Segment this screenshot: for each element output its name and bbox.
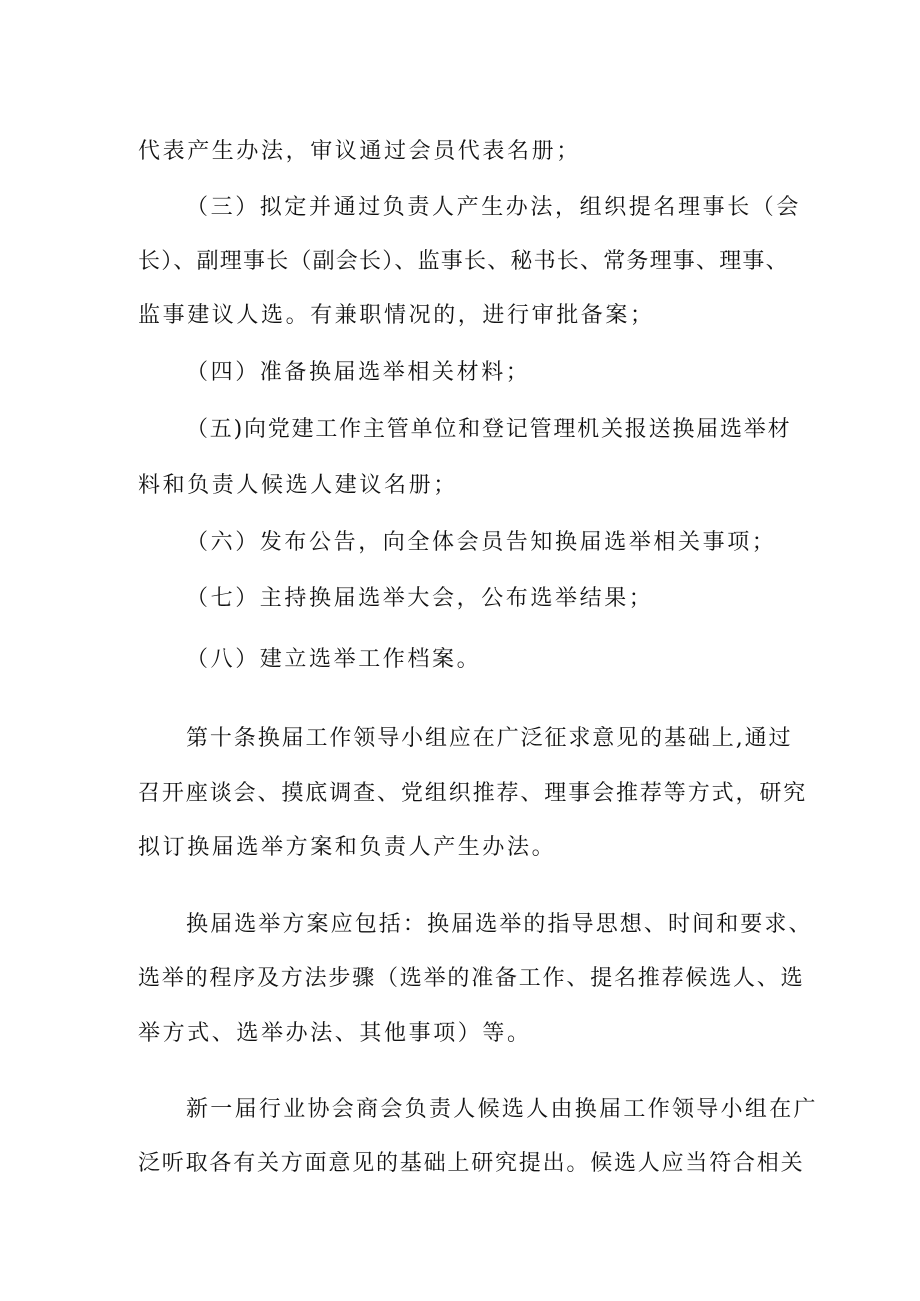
text-line: 选举的程序及方法步骤（选举的准备工作、提名推荐候选人、选 xyxy=(138,966,805,991)
text-line: （五)向党建工作主管单位和登记管理机关报送换届选举材 xyxy=(186,417,792,442)
text-line: 第十条换届工作领导小组应在广泛征求意见的基础上,通过 xyxy=(186,726,793,751)
text-line: 新一届行业协会商会负责人候选人由换届工作领导小组在广 xyxy=(186,1097,818,1122)
text-line: 长）、副理事长（副会长）、监事长、秘书长、常务理事、理事、 xyxy=(138,249,789,274)
text-line: 换届选举方案应包括：换届选举的指导思想、时间和要求、 xyxy=(186,912,813,937)
text-line: 代表产生办法，审议通过会员代表名册； xyxy=(138,139,581,164)
text-line: 举方式、选举办法、其他事项）等。 xyxy=(138,1021,532,1046)
text-line: （三）拟定并通过负责人产生办法，组织提名理事长（会 xyxy=(186,195,802,220)
text-line: 召开座谈会、摸底调查、党组织推荐、理事会推荐等方式，研究 xyxy=(138,781,808,806)
text-line: （八）建立选举工作档案。 xyxy=(186,647,482,672)
text-line: 监事建议人选。有兼职情况的，进行审批备案； xyxy=(138,303,655,328)
text-line: （七）主持换届选举大会，公布选举结果； xyxy=(186,586,654,611)
text-line: （六）发布公告，向全体会员告知换届选举相关事项； xyxy=(186,530,777,555)
text-line: 泛听取各有关方面意见的基础上研究提出。候选人应当符合相关 xyxy=(138,1151,805,1176)
text-line: 拟订换届选举方案和负责人产生办法。 xyxy=(138,835,557,860)
text-line: （四）准备换届选举相关材料； xyxy=(186,360,531,385)
text-line: 料和负责人候选人建议名册； xyxy=(138,473,458,498)
